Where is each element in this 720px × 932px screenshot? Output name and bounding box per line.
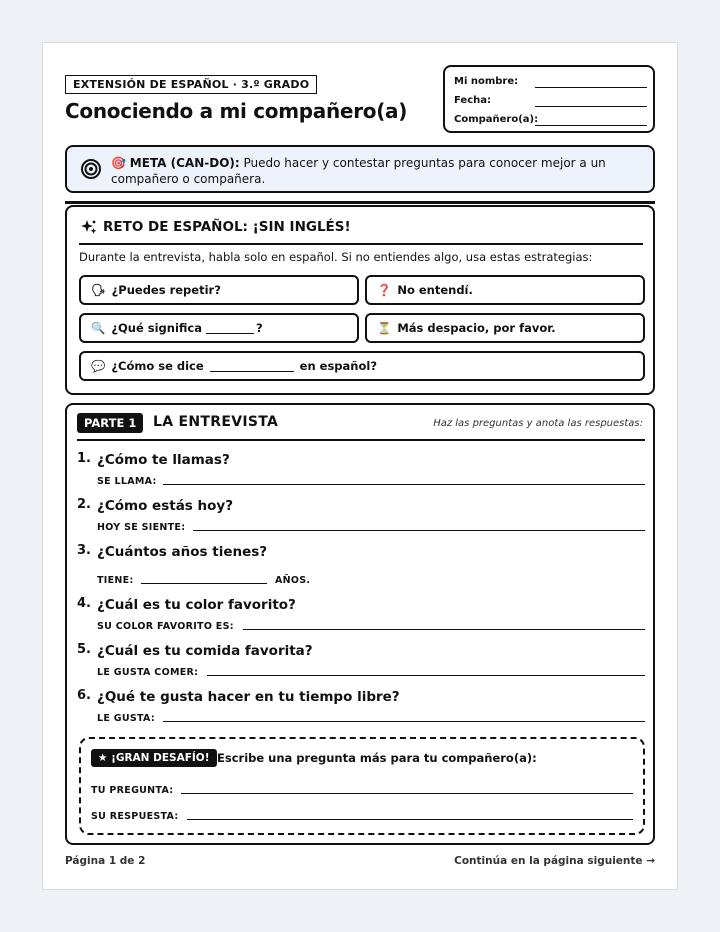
strategy-text: ¿Cómo se dice: [111, 359, 204, 373]
your-question-label: TU PREGUNTA:: [91, 785, 174, 796]
bonus-prompt: Escribe una pregunta más para tu compañero(a):: [217, 751, 537, 765]
answer-line[interactable]: [163, 484, 645, 485]
answer-suffix: AÑOS.: [275, 575, 311, 586]
section-divider: [65, 201, 655, 204]
speech-bubble-icon: 💬: [91, 359, 106, 373]
goal-description: Puedo hacer y contestar preguntas para conocer mejor a un compañero o compañera.: [111, 156, 606, 186]
question-text: ¿Cómo estás hoy?: [97, 498, 234, 514]
their-answer-label: SU RESPUESTA:: [91, 811, 179, 822]
spanish-challenge-box: [65, 205, 655, 395]
speaking-head-icon: 🗣: [91, 283, 106, 297]
question-text: ¿Cuál es tu comida favorita?: [97, 643, 313, 659]
name-line[interactable]: [535, 87, 647, 88]
strategy-meaning: [79, 313, 359, 343]
hourglass-icon: ⏳: [377, 321, 392, 335]
challenge-title: [81, 219, 351, 235]
answer-label: LE GUSTA:: [97, 713, 155, 724]
strategy-not-understood: [365, 275, 645, 305]
date-label: Fecha:: [454, 95, 492, 106]
target-icon: [81, 159, 101, 179]
answer-label: SE LLAMA:: [97, 476, 157, 487]
strategy-text: ¿Qué significa: [111, 321, 203, 335]
strategy-text-end: en español?: [299, 359, 377, 373]
your-question-line[interactable]: [181, 793, 633, 794]
question-number: 4.: [77, 596, 91, 611]
bonus-tag: ★ ¡GRAN DESAFÍO!: [91, 749, 217, 767]
answer-label: LE GUSTA COMER:: [97, 667, 199, 678]
part-tag: PARTE 1: [77, 413, 143, 433]
interview-section: [65, 403, 655, 845]
their-answer-line[interactable]: [187, 819, 633, 820]
answer-line[interactable]: [207, 675, 645, 676]
strategy-repeat: [79, 275, 359, 305]
answer-line[interactable]: [193, 530, 645, 531]
challenge-intro: Durante la entrevista, habla solo en español. Si no entiendes algo, usa estas estrategias:: [79, 250, 593, 264]
continue-note: Continúa en la página siguiente →: [454, 855, 655, 867]
student-info-box: [443, 65, 655, 133]
answer-line[interactable]: [163, 721, 645, 722]
answer-label: TIENE:: [97, 575, 134, 586]
challenge-rule: [79, 243, 643, 245]
question-number: 3.: [77, 543, 91, 558]
challenge-title-text: RETO DE ESPAÑOL: ¡SIN INGLÉS!: [103, 219, 351, 235]
page-title: Conociendo a mi compañero(a): [65, 99, 408, 123]
question-number: 6.: [77, 688, 91, 703]
blank-line: [210, 361, 294, 372]
partner-line[interactable]: [535, 125, 647, 126]
answer-line[interactable]: [141, 583, 267, 584]
question-number: 5.: [77, 642, 91, 657]
question-text: ¿Cuál es tu color favorito?: [97, 597, 296, 613]
strategy-slower: [365, 313, 645, 343]
date-line[interactable]: [535, 106, 647, 107]
partner-label: Compañero(a):: [454, 114, 539, 125]
answer-label: SU COLOR FAVORITO ES:: [97, 621, 234, 632]
strategy-text-end: ?: [256, 321, 263, 335]
part-rule: [77, 439, 645, 441]
page-number: Página 1 de 2: [65, 855, 146, 867]
strategy-text: No entendí.: [397, 283, 473, 297]
grade-badge: EXTENSIÓN DE ESPAÑOL · 3.º GRADO: [65, 75, 317, 94]
question-number: 2.: [77, 497, 91, 512]
question-text: ¿Cuántos años tienes?: [97, 544, 268, 560]
part-title: LA ENTREVISTA: [153, 414, 279, 430]
answer-line[interactable]: [243, 629, 645, 630]
sparkle-icon: [81, 219, 97, 235]
bonus-challenge-box: [79, 737, 645, 835]
strategy-text: Más despacio, por favor.: [397, 321, 556, 335]
strategy-text: ¿Puedes repetir?: [111, 283, 221, 297]
magnifier-icon: 🔍: [91, 321, 106, 335]
blank-line: [206, 323, 254, 334]
part-instructions: Haz las preguntas y anota las respuestas:: [433, 418, 643, 429]
strategy-how-to-say: [79, 351, 645, 381]
goal-box: [65, 145, 655, 193]
question-number: 1.: [77, 451, 91, 466]
question-mark-icon: ❓: [377, 283, 392, 297]
question-text: ¿Qué te gusta hacer en tu tiempo libre?: [97, 689, 400, 705]
answer-label: HOY SE SIENTE:: [97, 522, 186, 533]
goal-text: [111, 155, 631, 187]
question-text: ¿Cómo te llamas?: [97, 452, 230, 468]
worksheet-page: [42, 42, 678, 890]
dart-icon: 🎯: [111, 156, 126, 170]
name-label: Mi nombre:: [454, 76, 519, 87]
goal-label: META (CAN-DO):: [129, 156, 240, 170]
